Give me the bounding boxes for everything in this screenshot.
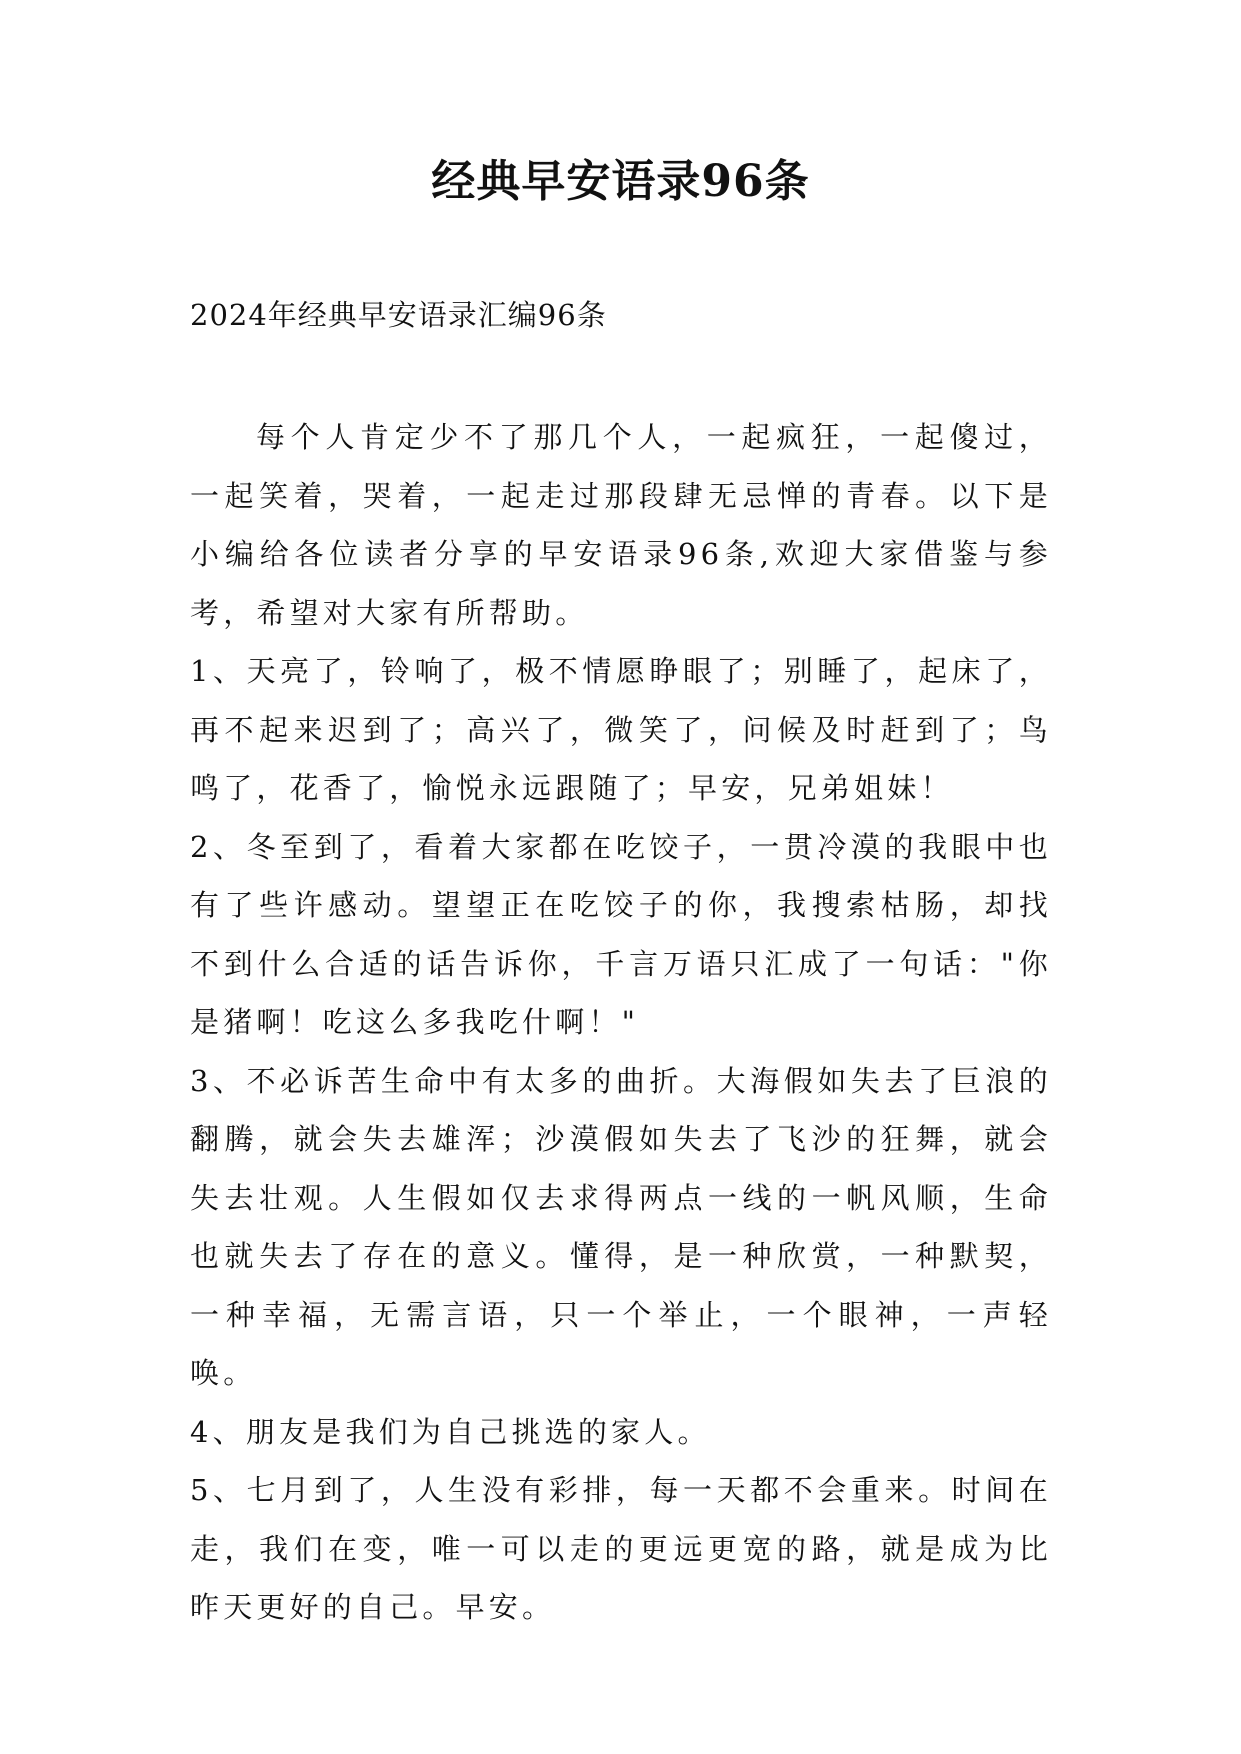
quote-item-3: 3、不必诉苦生命中有太多的曲折。大海假如失去了巨浪的翻腾，就会失去雄浑；沙漠假如失去了飞沙的狂舞，就会失去壮观。人生假如仅去求得两点一线的一帆风顺，生命也就失去了存在的意义。懂得，是一种欣赏，一种默契，一种幸福，无需言语，只一个举止，一个眼神，一声轻唤。 [190,1063,1052,1390]
document-body [190,408,1052,1637]
document-subtitle: 2024年经典早安语录汇编96条 [190,298,607,332]
document-title: 经典早安语录96条 [431,156,810,207]
intro-paragraph: 每个人肯定少不了那几个人，一起疯狂，一起傻过，一起笑着，哭着，一起走过那段肆无忌惮的青春。以下是小编给各位读者分享的早安语录96条,欢迎大家借鉴与参考，希望对大家有所帮助。 [190,420,1052,630]
quote-item-2: 2、冬至到了，看着大家都在吃饺子，一贯冷漠的我眼中也有了些许感动。望望正在吃饺子的你，我搜索枯肠，却找不到什么合适的话告诉你，千言万语只汇成了一句话："你是猪啊！吃这么多我吃什啊！" [190,829,1052,1039]
quote-item-4: 4、朋友是我们为自己挑选的家人。 [190,1414,711,1449]
quote-item-5: 5、七月到了，人生没有彩排，每一天都不会重来。时间在走，我们在变，唯一可以走的更远更宽的路，就是成为比昨天更好的自己。早安。 [190,1473,1052,1624]
quote-item-1: 1、天亮了，铃响了，极不情愿睁眼了；别睡了，起床了，再不起来迟到了；高兴了，微笑了，问候及时赶到了；鸟鸣了，花香了，愉悦永远跟随了；早安，兄弟姐妹！ [190,654,1052,805]
